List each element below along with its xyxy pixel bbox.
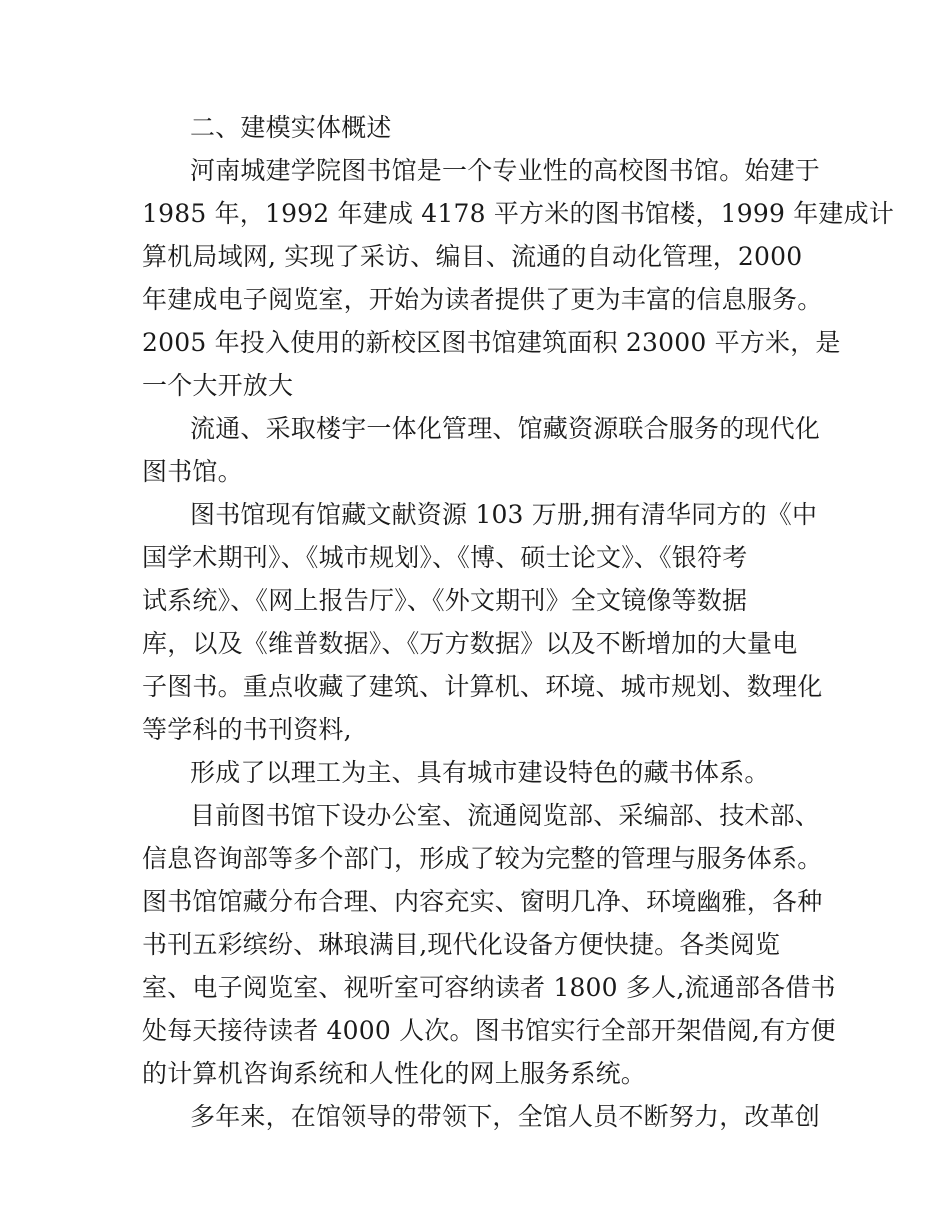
paragraph-3-line-1: 图书馆现有馆藏文献资源 103 万册,拥有清华同方的《中 <box>190 500 818 529</box>
paragraph-2-line-1: 流通、采取楼宇一体化管理、馆藏资源联合服务的现代化 <box>190 414 821 443</box>
paragraph-3-line-2: 国学术期刊》、《城市规划》、《博、硕士论文》、《银符考 <box>142 543 748 572</box>
paragraph-4-line-1: 形成了以理工为主、具有城市建设特色的藏书体系。 <box>190 758 770 787</box>
paragraph-5-line-4: 书刊五彩缤纷、琳琅满目,现代化设备方便快捷。各类阅览 <box>142 930 781 959</box>
paragraph-3-line-4: 库，以及《维普数据》、《万方数据》以及不断增加的大量电 <box>142 629 798 658</box>
paragraph-2-line-2: 图书馆。 <box>142 457 243 486</box>
paragraph-5-line-2: 信息咨询部等多个部门，形成了较为完整的管理与服务体系。 <box>142 844 823 873</box>
paragraph-5-line-6: 处每天接待读者 4000 人次。图书馆实行全部开架借阅,有方便 <box>142 1016 836 1045</box>
paragraph-3-line-5: 子图书。重点收藏了建筑、计算机、环境、城市规划、数理化 <box>142 672 823 701</box>
paragraph-1-line-1: 河南城建学院图书馆是一个专业性的高校图书馆。始建于 <box>190 156 821 185</box>
section-heading: 二、建模实体概述 <box>190 113 392 142</box>
paragraph-5-line-1: 目前图书馆下设办公室、流通阅览部、采编部、技术部、 <box>190 801 821 830</box>
paragraph-3-line-3: 试系统》、《网上报告厅》、《外文期刊》全文镜像等数据 <box>142 586 748 615</box>
paragraph-1-line-4: 年建成电子阅览室，开始为读者提供了更为丰富的信息服务。 <box>142 285 823 314</box>
paragraph-6-line-1: 多年来，在馆领导的带领下，全馆人员不断努力，改革创 <box>190 1102 821 1131</box>
paragraph-3-line-6: 等学科的书刊资料, <box>142 715 352 744</box>
paragraph-1-line-5: 2005 年投入使用的新校区图书馆建筑面积 23000 平方米，是 <box>142 328 841 357</box>
paragraph-1-line-3: 算机局域网, 实现了采访、编目、流通的自动化管理，2000 <box>142 242 803 271</box>
paragraph-5-line-7: 的计算机咨询系统和人性化的网上服务系统。 <box>142 1059 647 1088</box>
paragraph-5-line-5: 室、电子阅览室、视听室可容纳读者 1800 多人,流通部各借书 <box>142 973 836 1002</box>
paragraph-5-line-3: 图书馆馆藏分布合理、内容充实、窗明几净、环境幽雅，各种 <box>142 887 823 916</box>
paragraph-1-line-2: 1985 年，1992 年建成 4178 平方米的图书馆楼，1999 年建成计 <box>142 199 895 228</box>
paragraph-1-line-6: 一个大开放大 <box>142 371 294 400</box>
